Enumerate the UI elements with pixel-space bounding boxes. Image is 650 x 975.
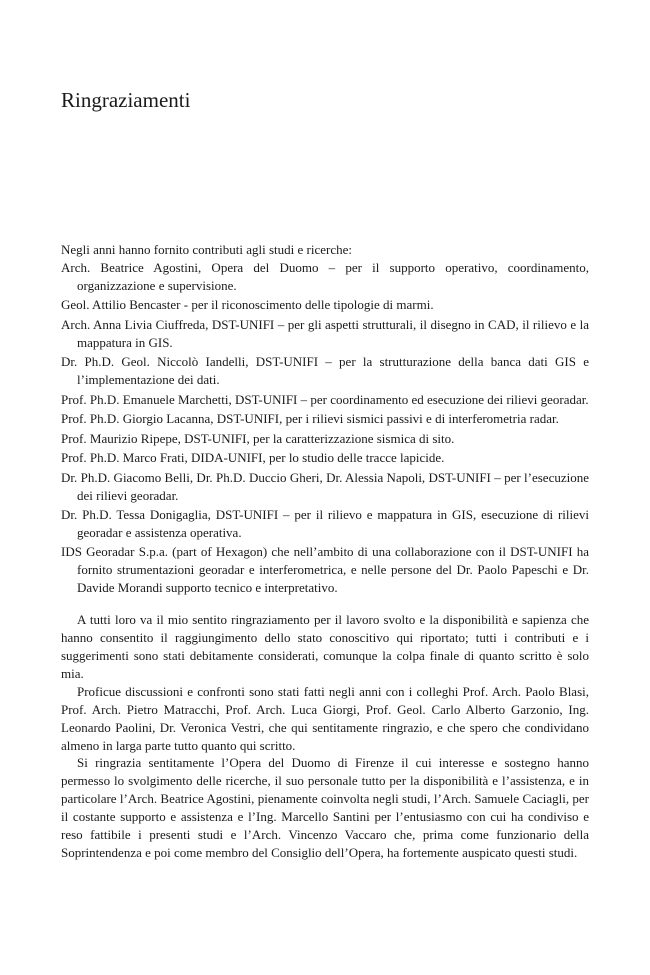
contributor-item: Dr. Ph.D. Geol. Niccolò Iandelli, DST-UNIFI – per la strutturazione della banca dati GIS e l’implementazione dei dati. xyxy=(61,354,589,388)
contributor-item: Prof. Maurizio Ripepe, DST-UNIFI, per la caratterizzazione sismica di sito. xyxy=(61,430,455,446)
body-paragraph: A tutti loro va il mio sentito ringraziamento per il lavoro svolto e la disponibilità e sapienza che hanno consentito il raggiungimento dello stato conoscitivo qui riportato; tutti i contributi e i suggerimenti sono stati debitamente considerati, comunque la colpa finale di quanto scritto è solo mia. xyxy=(61,612,589,681)
contributor-item: Prof. Ph.D. Emanuele Marchetti, DST-UNIFI – per coordinamento ed esecuzione dei rilievi georadar. xyxy=(61,391,589,407)
body-paragraph: Si ringrazia sentitamente l’Opera del Duomo di Firenze il cui interesse e sostegno hanno permesso lo svolgimento delle ricerche, il suo personale tutto per la disponibilità e l’assistenza, e in particolare l’Arch. Beatrice Agostini, pienamente coinvolta negli studi, l’Arch. Samuele Caciagli, per il costante supporto e assistenza e l’Ing. Marcello Santini per l’entusiasmo con cui ha condiviso e reso fattibile i presenti studi e l’Arch. Vincenzo Vaccaro che, prima come funzionario della Soprintendenza e poi come membro del Consiglio dell’Opera, ha fortemente auspicato questi studi. xyxy=(61,755,589,860)
acknowledgement-paragraphs xyxy=(61,611,589,862)
contributor-item: Prof. Ph.D. Marco Frati, DIDA-UNIFI, per lo studio delle tracce lapicide. xyxy=(61,450,445,466)
contributor-item: Arch. Anna Livia Ciuffreda, DST-UNIFI – per gli aspetti strutturali, il disegno in CAD, il rilievo e la mappatura in GIS. xyxy=(61,316,589,350)
intro-line: Negli anni hanno fornito contributi agli studi e ricerche: xyxy=(61,242,352,257)
contributor-item: Geol. Attilio Bencaster - per il riconoscimento delle tipologie di marmi. xyxy=(61,297,434,313)
contributor-item: Dr. Ph.D. Tessa Donigaglia, DST-UNIFI – per il rilievo e mappatura in GIS, esecuzione di rilievi georadar e assistenza operativa. xyxy=(61,507,589,540)
contributor-item: Arch. Beatrice Agostini, Opera del Duomo – per il supporto operativo, coordinamento, organizzazione e supervisione. xyxy=(61,259,589,293)
body-paragraph: Proficue discussioni e confronti sono stati fatti negli anni con i colleghi Prof. Arch. Paolo Blasi, Prof. Arch. Pietro Matracchi, Prof. Arch. Luca Giorgi, Prof. Geol. Carlo Alberto Garzonio, Ing. Leonardo Paolini, Dr. Veronica Vestri, che qui sentitamente ringrazio, e che spero che condividano almeno in larga parte tutto quanto qui scritto. xyxy=(61,683,589,753)
contributor-list xyxy=(61,259,589,597)
contributor-item: Prof. Ph.D. Giorgio Lacanna, DST-UNIFI, per i rilievi sismici passivi e di interferometria radar. xyxy=(61,411,559,427)
page-body xyxy=(61,241,589,862)
page-title: Ringraziamenti xyxy=(61,88,191,112)
contributor-item: Dr. Ph.D. Giacomo Belli, Dr. Ph.D. Duccio Gheri, Dr. Alessia Napoli, DST-UNIFI – per l’esecuzione dei rilievi georadar. xyxy=(61,469,589,503)
contributor-item: IDS Georadar S.p.a. (part of Hexagon) che nell’ambito di una collaborazione con il DST-UNIFI ha fornito strumentazioni georadar e interferometrica, e nelle persone del Dr. Paolo Papeschi e Dr. Davide Morandi supporto tecnico e interpretativo. xyxy=(61,544,589,596)
